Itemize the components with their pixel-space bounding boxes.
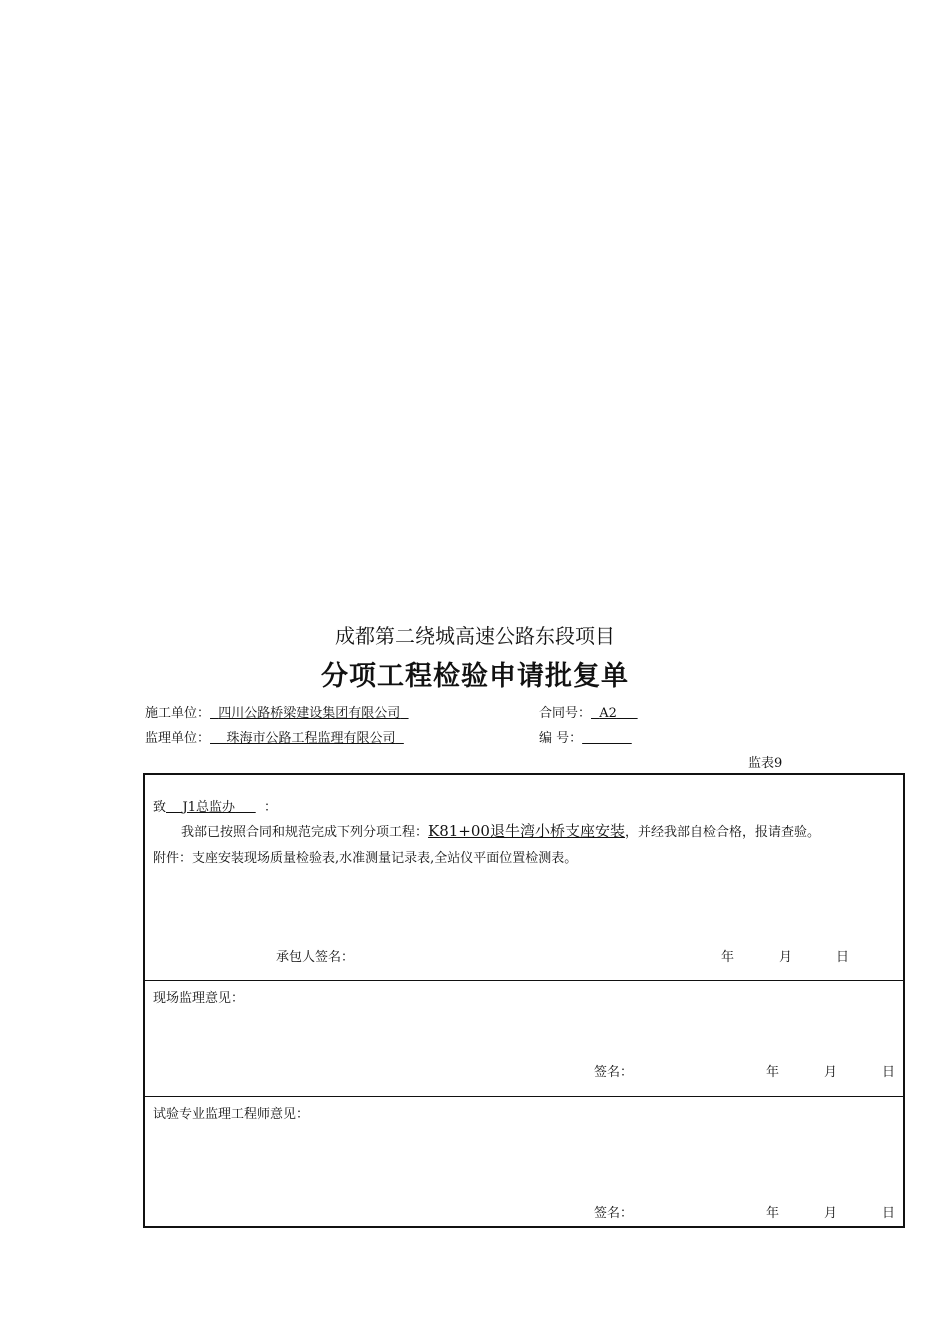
day-label: 日 [836,950,850,965]
application-body: 我部已按照合同和规范完成下列分项工程：K81+00退牛湾小桥支座安装，并经我部自检合格，报请查验。 [181,822,820,840]
day-label: 日 [882,1206,896,1221]
approval-form-box [143,773,905,1228]
year-label: 年 [721,950,735,965]
attachment-line: 附件：支座安装现场质量检验表,水准测量记录表,全站仪平面位置检测表。 [153,851,578,866]
project-name: 成都第二绕城高速公路东段项目 [335,624,615,648]
site-supervisor-section [145,981,903,1097]
supervisor-label: 监理单位： [145,731,211,746]
contract-row [539,702,638,721]
day-label: 日 [882,1065,896,1080]
test-engineer-opinion-label: 试验专业监理工程师意见： [153,1107,310,1122]
contractor-sign-label: 承包人签名： [276,950,355,965]
project-item: K81+00退牛湾小桥支座安装 [428,822,625,840]
site-sign-label: 签名： [594,1065,634,1080]
number-value [582,731,632,746]
contract-label: 合同号： [539,706,592,721]
addressee-line: 致 J1总监办 ： [153,800,277,815]
contractor-row [145,702,409,721]
site-supervisor-opinion-label: 现场监理意见： [153,991,245,1006]
year-label: 年 [766,1206,780,1221]
supervisor-value: 珠海市公路工程监理有限公司 [226,731,396,746]
contractor-value: 四川公路桥梁建设集团有限公司 [218,706,401,721]
application-section [145,775,903,981]
supervisor-row [145,727,404,746]
test-sign-label: 签名： [594,1206,634,1221]
month-label: 月 [824,1206,838,1221]
contract-value: A2 [599,706,617,721]
number-row [539,727,632,746]
form-title: 分项工程检验申请批复单 [321,661,629,692]
form-code: 监表9 [748,756,783,771]
contractor-label: 施工单位： [145,706,211,721]
addressee-value: J1总监办 [182,800,236,815]
month-label: 月 [824,1065,838,1080]
test-engineer-section [145,1097,903,1226]
month-label: 月 [779,950,793,965]
number-label: 编 号： [539,731,583,746]
year-label: 年 [766,1065,780,1080]
